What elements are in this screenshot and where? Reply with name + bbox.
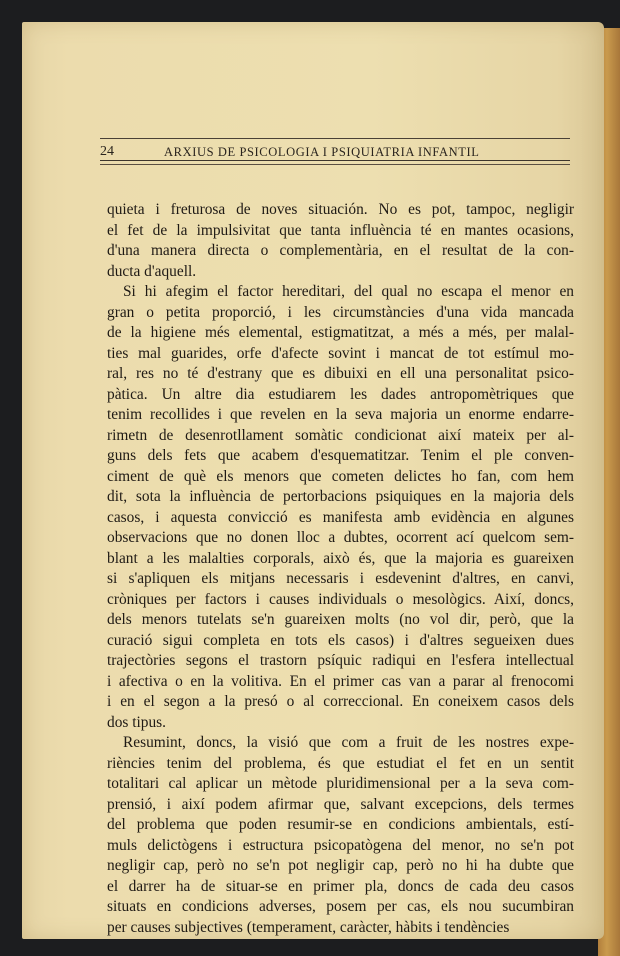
header-rule-bottom bbox=[100, 160, 570, 161]
text-line: ciment de què els menors que cometen delictes ho fan, com hem bbox=[107, 467, 574, 485]
text-line: Si hi afegim el factor hereditari, del qual no escapa el menor en bbox=[123, 283, 574, 300]
text-line: muls delictògens i estructura psicopatògena del menor, no se'n pot bbox=[107, 836, 574, 854]
text-line: el darrer ha de situar-se en primer pla, doncs de cada deu casos bbox=[107, 877, 574, 895]
text-line: riències tenim del problema, és que estudiat el fet en un sentit bbox=[107, 754, 574, 772]
text-line: prensió, i així podem afirmar que, salvant excepcions, dels termes bbox=[107, 795, 574, 813]
page-header bbox=[100, 138, 570, 166]
text-line: trajectòries segons el trastorn psíquic radiqui en l'esfera intellectual bbox=[107, 652, 574, 669]
text-line: de la higiene més elemental, estigmatitzat, a més a més, per malal- bbox=[107, 324, 574, 341]
text-line: pàtica. Un altre dia estudiarem les dades antropomètriques que bbox=[107, 385, 574, 403]
text-line: cròniques per factors i causes individuals o mesològics. Així, doncs, bbox=[107, 590, 574, 608]
text-line: tenim recollides i que revelen en la seva majoria un enorme endarre- bbox=[107, 406, 574, 423]
text-line: ral, res no té d'estrany que es dibuixi en ell una personalitat psico- bbox=[107, 365, 574, 382]
text-line: ducta d'aquell. bbox=[107, 262, 197, 280]
text-line: del problema que poden resumir-se en condicions ambientals, estí- bbox=[107, 816, 574, 833]
text-line: rimetn de desenrotllament somàtic condicionat així mateix per al- bbox=[107, 426, 574, 444]
running-title: ARXIUS DE PSICOLOGIA I PSIQUIATRIA INFANTIL bbox=[164, 145, 480, 159]
text-line: guns dels fets que acabem d'esquematitzar. Tenim el ple conven- bbox=[107, 447, 574, 464]
text-line: negligir cap, però no se'n pot negligir cap, però no hi ha dubte que bbox=[107, 857, 574, 874]
text-line: curació sigui completa en tots els casos) i d'altres segueixen dues bbox=[107, 631, 574, 649]
body-text bbox=[107, 200, 574, 938]
text-line: d'una manera directa o complementària, en el resultat de la con- bbox=[107, 242, 574, 259]
header-rule-bottom-thin bbox=[100, 164, 570, 165]
text-line: el fet de la impulsivitat que tanta influència té en mantes ocasions, bbox=[107, 221, 574, 239]
text-line: per causes subjectives (temperament, caràcter, hàbits i tendències bbox=[107, 918, 510, 936]
text-line: Resumint, doncs, la visió que com a fruit de les nostres expe- bbox=[123, 734, 574, 751]
text-line: quieta i freturosa de noves situación. No es pot, tampoc, negligir bbox=[107, 201, 574, 218]
text-line: observacions que no donen lloc a dubtes, ocorrent ací quelcom sem- bbox=[107, 529, 574, 546]
text-line: i en el segon a la presó o al correccional. En coneixem casos dels bbox=[107, 693, 574, 710]
header-rule-top bbox=[100, 138, 570, 139]
text-line: dos tipus. bbox=[107, 713, 167, 731]
text-line: dit, sota la influència de pertorbacions psiquiques en la majoria dels bbox=[107, 488, 574, 505]
text-line: dels menors tutelats se'n guareixen molts (no vol dir, però, que la bbox=[107, 611, 574, 628]
text-line: totalitari cal aplicar un mètode pluridimensional per a la seva com- bbox=[107, 775, 574, 792]
text-line: gran o petita proporció, i les circumstàncies d'una vida mancada bbox=[107, 303, 574, 321]
text-line: blant a les malalties corporals, això és, que la majoria es guareixen bbox=[107, 549, 574, 567]
text-line: casos, i aquesta convicció es manifesta amb evidència en algunes bbox=[107, 508, 574, 526]
text-line: situats en condicions adverses, posem per cas, els nou sucumbiran bbox=[107, 898, 574, 915]
text-line: ties mal guarides, orfe d'afecte sovint i mancat de tot estímul mo- bbox=[107, 344, 574, 362]
text-line: si s'apliquen els mitjans necessaris i esdevenint d'altres, en canvi, bbox=[107, 570, 574, 587]
page-number: 24 bbox=[100, 144, 114, 159]
text-line: i afectiva o en la volitiva. En el primer cas van a parar al frenocomi bbox=[107, 672, 574, 690]
